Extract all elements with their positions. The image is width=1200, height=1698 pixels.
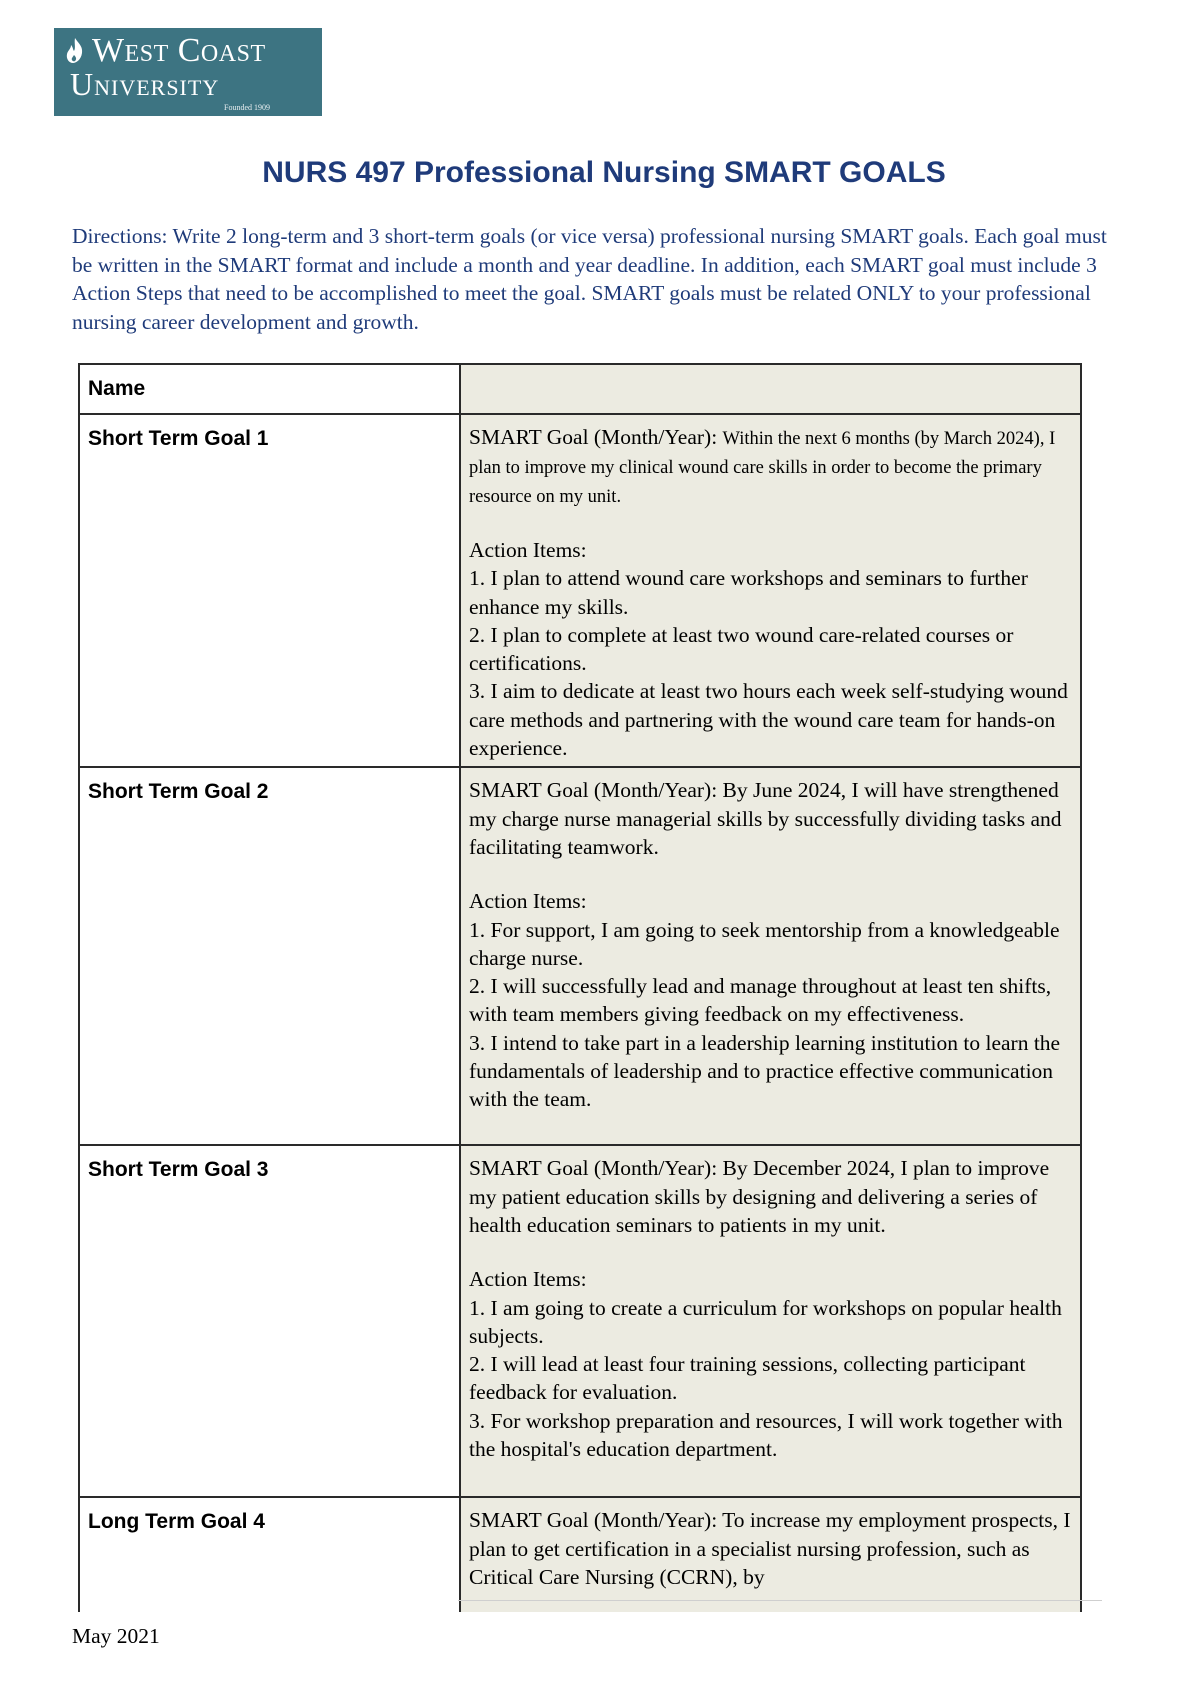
goal-label: Long Term Goal 4 <box>79 1497 460 1612</box>
action-items-label: Action Items: <box>469 1267 587 1292</box>
table-row-goal-4 <box>79 1497 1081 1612</box>
goal-content[interactable] <box>460 767 1081 1145</box>
action-item: 2. I will lead at least four training sessions, collecting participant feedback for evaluation. <box>469 1352 1026 1405</box>
action-item: 3. For workshop preparation and resources, I will work together with the hospital's education department. <box>469 1408 1063 1462</box>
smart-goal-text <box>469 423 1072 510</box>
smart-goal-prefix: SMART Goal (Month/Year): <box>469 778 723 803</box>
goal-label: Short Term Goal 2 <box>79 767 460 1145</box>
action-item: 1. I am going to create a curriculum for workshops on popular health subjects. <box>469 1295 1062 1348</box>
university-logo <box>54 28 322 116</box>
action-item: 2. I plan to complete at least two wound care-related courses or certifications. <box>469 622 1014 676</box>
goal-content[interactable] <box>460 1145 1081 1497</box>
flame-icon <box>64 37 86 65</box>
action-item: 1. I plan to attend wound care workshops and seminars to further enhance my skills. <box>469 566 1028 619</box>
name-value[interactable] <box>460 364 1081 414</box>
table-row-goal-2 <box>79 767 1081 1145</box>
footer-date: May 2021 <box>72 1624 160 1648</box>
table-row-name <box>79 364 1081 414</box>
action-items-label: Action Items: <box>469 889 587 914</box>
goal-label: Short Term Goal 3 <box>79 1145 460 1497</box>
directions-text: Directions: Write 2 long-term and 3 short-term goals (or vice versa) professional nursing SMART goals. Each goal must be written in the SMART format and include a month and year deadline. In addition, each SMART goal must include 3 Action Steps that need to be accomplished to meet the goal. SMART goals must be related ONLY to your professional nursing career development and growth. <box>72 224 1107 334</box>
action-item: 3. I aim to dedicate at least two hours each week self-studying wound care methods and partnering with the wound care team for hands-on experience. <box>469 679 1068 761</box>
smart-goal-body: By June 2024, I will have strengthened my charge nurse managerial skills by successfully dividing tasks and facilitating teamwork. <box>469 778 1062 859</box>
logo-line-1: West Coast <box>92 32 266 69</box>
smart-goal-prefix: SMART Goal (Month/Year): <box>469 1156 723 1181</box>
table-bottom-rule <box>458 1600 1102 1601</box>
smart-goal-text <box>469 1506 1072 1591</box>
smart-goal-prefix: SMART Goal (Month/Year): <box>469 425 723 449</box>
action-items-label: Action Items: <box>469 538 587 562</box>
action-item: 2. I will successfully lead and manage throughout at least ten shifts, with team members giving feedback on my effectiveness. <box>469 974 1052 1027</box>
smart-goal-body: To increase my employment prospects, I plan to get certification in a specialist nursing profession, such as Critical Care Nursing (CCRN), by <box>469 1508 1071 1589</box>
smart-goal-text <box>469 776 1072 861</box>
smart-goal-body: By December 2024, I plan to improve my patient education skills by designing and delivering a series of health education seminars to patients in my unit. <box>469 1156 1050 1237</box>
action-item: 3. I intend to take part in a leadership learning institution to learn the fundamentals of leadership and to practice effective communication with the team. <box>469 1030 1061 1112</box>
goal-label: Short Term Goal 1 <box>79 414 460 767</box>
goal-content[interactable] <box>460 1497 1081 1612</box>
smart-goal-body: Within the next 6 months (by March 2024), I plan to improve my clinical wound care skills in order to become the primary resource on my unit. <box>469 429 1056 507</box>
smart-goal-prefix: SMART Goal (Month/Year): <box>469 1508 723 1533</box>
goals-table <box>78 363 1082 1612</box>
table-row-goal-3 <box>79 1145 1081 1497</box>
table-row-goal-1 <box>79 414 1081 767</box>
name-label: Name <box>79 364 460 414</box>
logo-line-2: University <box>70 66 220 102</box>
logo-founded: Founded 1909 <box>224 103 270 112</box>
smart-goal-text <box>469 1154 1072 1239</box>
goal-content[interactable] <box>460 414 1081 767</box>
page-title: NURS 497 Professional Nursing SMART GOALS <box>262 156 946 189</box>
action-item: 1. For support, I am going to seek mentorship from a knowledgeable charge nurse. <box>469 917 1060 970</box>
